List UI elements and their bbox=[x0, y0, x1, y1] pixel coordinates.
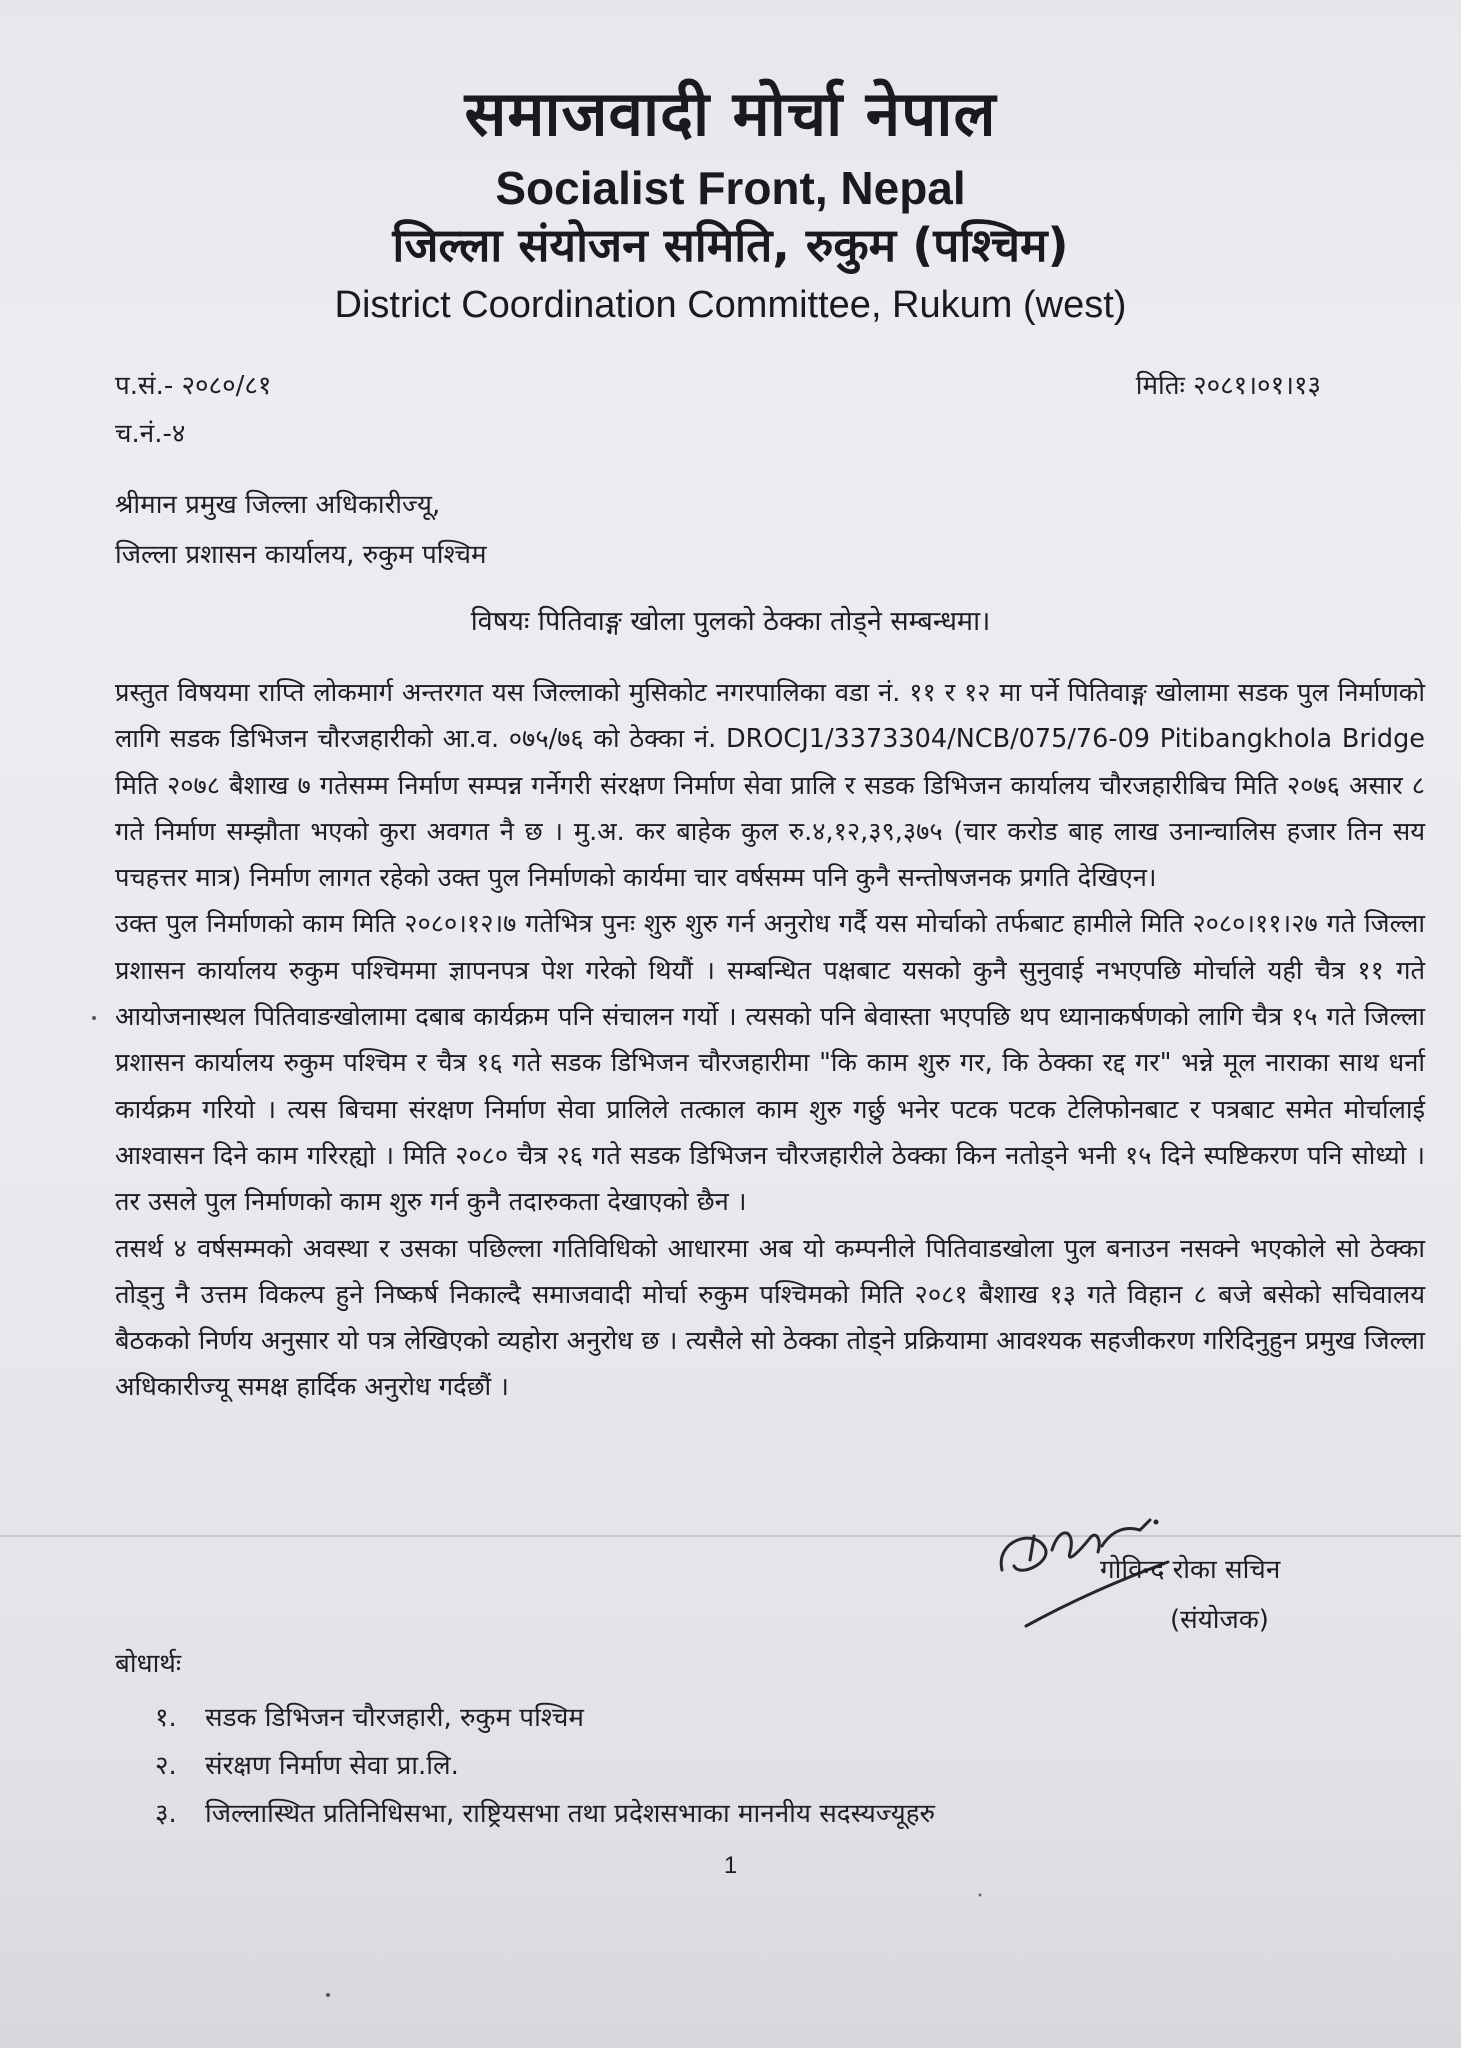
committee-name-nepali: जिल्ला संयोजन समिति, रुकुम (पश्चिम) bbox=[392, 217, 1069, 272]
addressee-title: श्रीमान प्रमुख जिल्ला अधिकारीज्यू, bbox=[115, 490, 441, 520]
body-paragraph-3: तसर्थ ४ वर्षसम्मको अवस्था र उसका पछिल्ला गतिविधिको आधारमा अब यो कम्पनीले पितिवाडखोला पुल बनाउन नसक्ने भएकोले सो ठेक्का तोड्नु नै उत्तम विकल्प हुने निष्कर्ष निकाल्दै समाजवादी मोर्चा रुकुम पश्चिमको मिति २०८१ बैशाख १३ गते विहान ८ बजे बसेको सचिवालय बैठकको निर्णय अनुसार यो पत्र लेखिएको व्यहोरा अनुरोध छ । त्यसैले सो ठेक्का तोड्ने प्रक्रियामा आवश्यक सहजीकरण गरिदिनुहुन प्रमुख जिल्ला अधिकारीज्यू समक्ष हार्दिक अनुरोध गर्दछौं । bbox=[115, 1233, 1425, 1403]
signatory-name: गोविन्द रोका सचिन bbox=[1100, 1555, 1281, 1585]
list-item-text: जिल्लास्थित प्रतिनिधिसभा, राष्ट्रियसभा तथा प्रदेशसभाका माननीय सदस्यज्यूहरु bbox=[205, 1799, 936, 1829]
committee-name-english: District Coordination Committee, Rukum (west) bbox=[334, 284, 1127, 327]
dispatch-number: च.नं.-४ bbox=[115, 419, 186, 449]
list-item-number: २. bbox=[155, 1751, 177, 1781]
list-item-text: सडक डिभिजन चौरजहारी, रुकुम पश्चिम bbox=[205, 1703, 584, 1733]
addressee-office: जिल्ला प्रशासन कार्यालय, रुकुम पश्चिम bbox=[115, 540, 487, 570]
letter-serial-number: प.सं.- २०८०/८१ bbox=[115, 371, 272, 401]
body-paragraph-2: उक्त पुल निर्माणको काम मिति २०८०।१२।७ गतेभित्र पुनः शुरु शुरु गर्न अनुरोध गर्दै यस मोर्चाको तर्फबाट हामीले मिति २०८०।११।२७ गते जिल्ला प्रशासन कार्यालय रुकुम पश्चिममा ज्ञापनपत्र पेश गरेको थियौं । सम्बन्धित पक्षबाट यसको कुनै सुनुवाई नभएपछि मोर्चाले यही चैत्र ११ गते आयोजनास्थल पितिवाङखोलामा दबाब कार्यक्रम पनि संचालन गर्यो । त्यसको पनि बेवास्ता भएपछि थप ध्यानाकर्षणको लागि चैत्र १५ गते जिल्ला प्रशासन कार्यालय रुकुम पश्चिम र चैत्र १६ गते सडक डिभिजन चौरजहारीमा "कि काम शुरु गर, कि ठेक्का रद्द गर" भन्ने मूल नाराका साथ धर्ना कार्यक्रम गरियो । त्यस बिचमा संरक्षण निर्माण सेवा प्रालिले तत्काल काम शुरु गर्छु भनेर पटक पटक टेलिफोनबाट र पत्रबाट समेत मोर्चालाई आश्वासन दिने काम गरिरह्यो । मिति २०८० चैत्र २६ गते सडक डिभिजन चौरजहारीले ठेक्का किन नतोड्ने भनी १५ दिने स्पष्टिकरण पनि सोध्यो । तर उसले पुल निर्माणको काम शुरु गर्न कुनै तदारुकता देखाएको छैन । bbox=[115, 909, 1425, 1218]
list-item-text: संरक्षण निर्माण सेवा प्रा.लि. bbox=[205, 1751, 459, 1781]
letter-date: मितिः २०८१।०१।१३ bbox=[1135, 371, 1321, 401]
list-item-number: १. bbox=[155, 1703, 177, 1733]
letter-subject: विषयः पितिवाङ्ग खोला पुलको ठेक्का तोड्ने सम्बन्धमा। bbox=[470, 606, 991, 637]
organization-name-nepali: समाजवादी मोर्चा नेपाल bbox=[464, 77, 997, 150]
organization-name-english: Socialist Front, Nepal bbox=[495, 162, 966, 215]
signatory-role: (संयोजक) bbox=[1170, 1605, 1269, 1635]
list-item-number: ३. bbox=[155, 1799, 177, 1829]
page-number: 1 bbox=[723, 1852, 738, 1879]
copy-to-heading: बोधार्थः bbox=[115, 1649, 182, 1679]
body-paragraph-1: प्रस्तुत विषयमा राप्ति लोकमार्ग अन्तरगत यस जिल्लाको मुसिकोट नगरपालिका वडा नं. ११ र १२ मा पर्ने पितिवाङ्ग खोलामा सडक पुल निर्माणको लागि सडक डिभिजन चौरजहारीको आ.व. ०७५/७६ को ठेक्का नं. DROCJ1/3373304/NCB/075/76-09 Pitibangkhola Bridge मिति २०७८ बैशाख ७ गतेसम्म निर्माण सम्पन्न गर्नेगरी संरक्षण निर्माण सेवा प्रालि र सडक डिभिजन कार्यालय चौरजहारीबिच मिति २०७६ असार ८ गते निर्माण सम्झौता भएको कुरा अवगत नै छ । मु.अ. कर बाहेक कुल रु.४,१२,३९,३७५ (चार करोड बाह लाख उनान्चालिस हजार तिन सय पचहत्तर मात्र) निर्माण लागत रहेको उक्त पुल निर्माणको कार्यमा चार वर्षसम्म पनि कुनै सन्तोषजनक प्रगति देखिएन। bbox=[115, 678, 1425, 894]
